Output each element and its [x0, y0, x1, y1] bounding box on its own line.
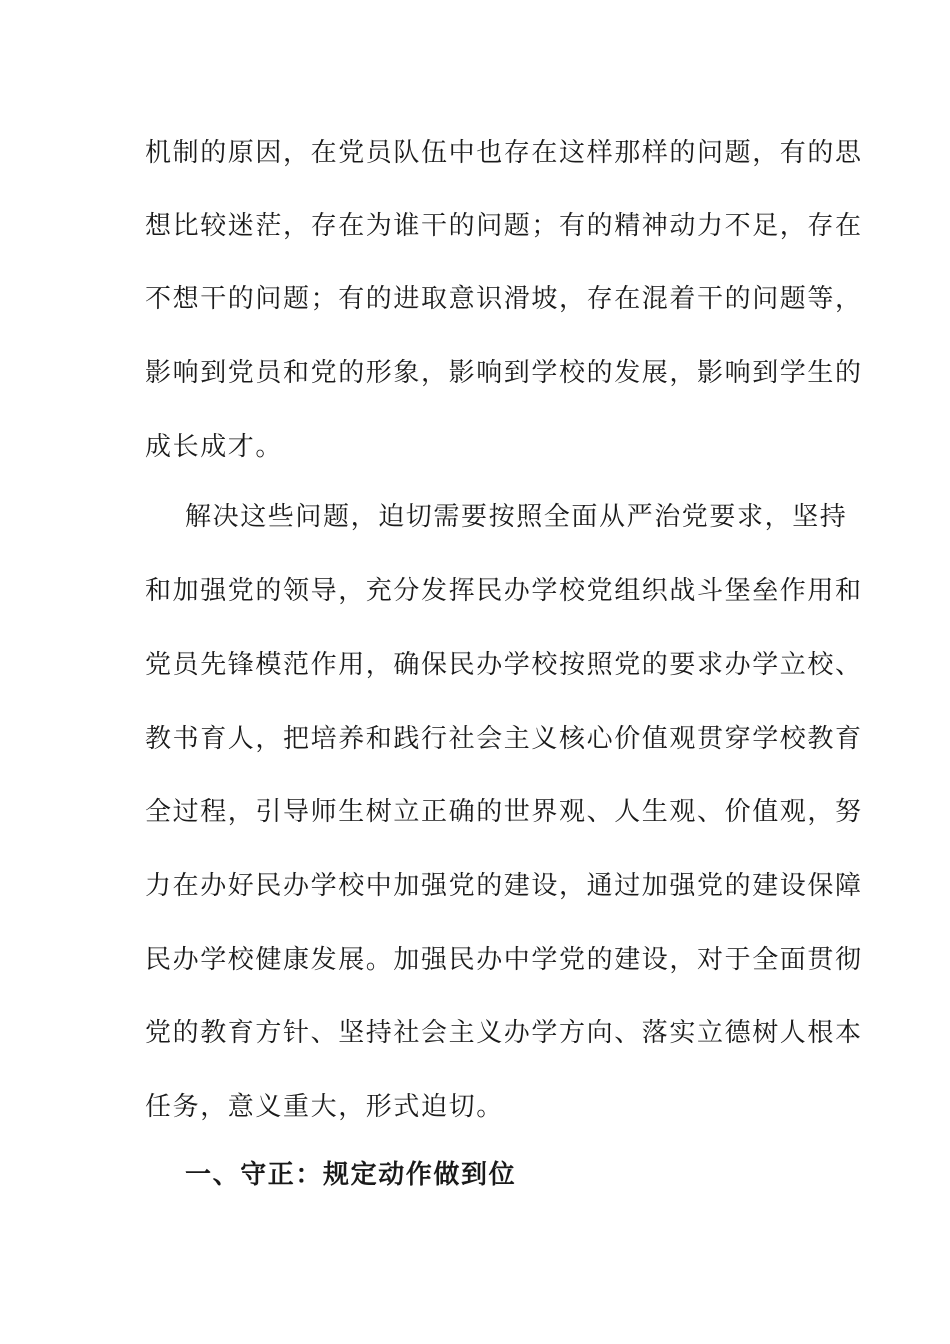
paragraph-2-line-5: 全过程，引导师生树立正确的世界观、人生观、价值观，努	[145, 797, 863, 827]
paragraph-2-line-1: 解决这些问题，迫切需要按照全面从严治党要求，坚持	[185, 502, 848, 532]
paragraph-1-line-3: 不想干的问题；有的进取意识滑坡，存在混着干的问题等，	[145, 284, 863, 314]
paragraph-2-line-9: 任务，意义重大，形式迫切。	[145, 1092, 504, 1122]
paragraph-2-line-3: 党员先锋模范作用，确保民办学校按照党的要求办学立校、	[145, 650, 863, 680]
paragraph-2-line-4: 教书育人，把培养和践行社会主义核心价值观贯穿学校教育	[145, 724, 863, 754]
paragraph-2-line-2: 和加强党的领导，充分发挥民办学校党组织战斗堡垒作用和	[145, 576, 863, 606]
section-heading: 一、守正：规定动作做到位	[185, 1160, 517, 1190]
paragraph-1-line-1: 机制的原因，在党员队伍中也存在这样那样的问题，有的思	[145, 138, 863, 168]
paragraph-2-line-7: 民办学校健康发展。加强民办中学党的建设，对于全面贯彻	[145, 945, 863, 975]
paragraph-1-line-5: 成长成才。	[145, 432, 284, 462]
paragraph-2-line-6: 力在办好民办学校中加强党的建设，通过加强党的建设保障	[145, 871, 863, 901]
paragraph-2-line-8: 党的教育方针、坚持社会主义办学方向、落实立德树人根本	[145, 1018, 863, 1048]
paragraph-1-line-4: 影响到党员和党的形象，影响到学校的发展，影响到学生的	[145, 358, 863, 388]
paragraph-1-line-2: 想比较迷茫，存在为谁干的问题；有的精神动力不足，存在	[145, 211, 863, 241]
